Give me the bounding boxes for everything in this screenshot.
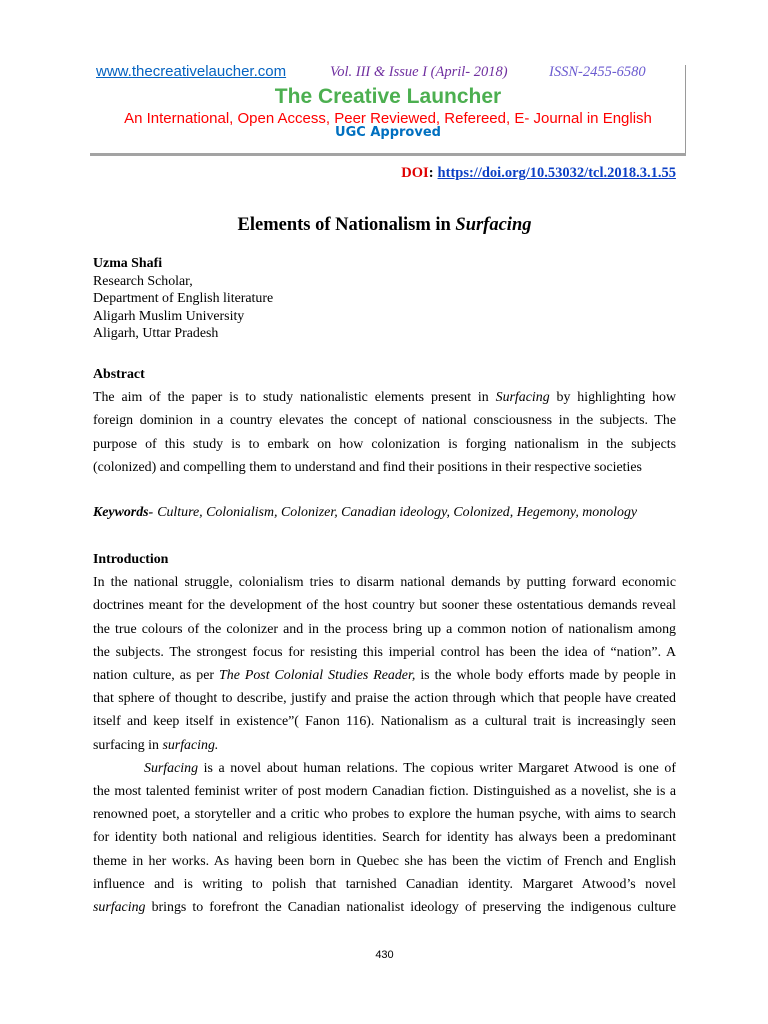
text-line: for identity both national and religious identities. Search for identity has always been a predominant — [93, 830, 676, 846]
keywords-text: Culture, Colonialism, Colonizer, Canadian ideology, Colonized, Hegemony, monology — [157, 505, 638, 520]
text-line: influence and is writing to polish that tarnished Canadian identity. Margaret Atwood’s novel — [93, 876, 676, 892]
abstract-section — [93, 363, 676, 479]
text-line: purpose of this study is to embark on how colonization is forging nationalism in the subjects — [93, 436, 676, 452]
author-name: Uzma Shafi — [93, 256, 163, 271]
text-line: The aim of the paper is to study nationalistic elements present in Surfacing by highlighting how — [93, 390, 676, 406]
volume-issue: Vol. III & Issue I (April- 2018) — [330, 64, 508, 80]
introduction-heading: Introduction — [93, 552, 169, 567]
ugc-approval-badge: UGC Approved — [335, 125, 441, 140]
affiliation-line: Aligarh Muslim University — [93, 308, 245, 324]
text-line: foreign dominion in a country elevates the concept of national consciousness in the subjects. The — [93, 413, 676, 429]
article-title-text: Elements of Nationalism in — [237, 215, 456, 235]
affiliation-line: Research Scholar, — [93, 273, 193, 289]
text-line: the most talented feminist writer of post modern Canadian fiction. Distinguished as a novelist, she is a — [93, 784, 676, 800]
abstract-heading: Abstract — [93, 367, 145, 382]
header-divider — [90, 153, 686, 156]
text-line: the true colours of the colonizer and in the process bring up a common notion of nationalism among — [93, 621, 676, 637]
text-line: itself and keep itself in existence”( Fanon 116). Nationalism as a cultural trait is increasingly seen — [93, 714, 676, 730]
text-line: nation culture, as per The Post Colonial Studies Reader, is the whole body efforts made by people in — [93, 668, 676, 684]
text-line: surfacing in surfacing. — [93, 737, 219, 753]
doi-label: DOI — [401, 165, 429, 181]
page-number: 430 — [375, 949, 394, 961]
introduction-paragraph — [93, 571, 676, 757]
introduction-section — [93, 548, 676, 919]
text-line: In the national struggle, colonialism tries to disarm national demands by putting forward economic — [93, 575, 676, 591]
doi-separator: : — [428, 165, 434, 181]
issn-number: ISSN-2455-6580 — [549, 64, 646, 80]
italic-text: The Post Colonial Studies Reader, — [219, 668, 416, 684]
text-line: that sphere of thought to describe, justify and praise the action through which that people have created — [93, 691, 676, 707]
doi-line — [93, 164, 676, 182]
italic-text: surfacing — [93, 900, 146, 916]
introduction-paragraph — [93, 757, 676, 919]
text-line: (colonized) and compelling them to understand and find their positions in their respective societies — [93, 459, 642, 475]
keywords-label: Keywords- — [93, 505, 154, 520]
italic-text: surfacing. — [162, 737, 219, 753]
italic-text: Surfacing — [495, 390, 550, 406]
header-vertical-rule — [685, 65, 686, 155]
abstract-paragraph — [93, 386, 676, 479]
text-line: Surfacing is a novel about human relations. The copious writer Margaret Atwood is one of — [144, 760, 676, 776]
journal-title: The Creative Launcher — [274, 85, 502, 108]
article-title — [93, 213, 676, 237]
doi-link[interactable]: https://doi.org/10.53032/tcl.2018.3.1.55 — [437, 165, 676, 181]
text-line: renowned poet, a storyteller and a critic who probes to explore the human psyche, with aims to search — [93, 807, 676, 823]
article-title-italic: Surfacing — [455, 215, 532, 235]
italic-text: Surfacing — [144, 760, 199, 776]
affiliation-line: Department of English literature — [93, 291, 274, 306]
text-line: doctrines meant for the development of the host country but sooner these ostentatious demands reveal — [93, 598, 676, 614]
running-header — [96, 63, 681, 81]
affiliation-line: Aligarh, Uttar Pradesh — [93, 326, 219, 341]
journal-subtitle: An International, Open Access, Peer Reviewed, Refereed, E- Journal in English — [124, 110, 652, 127]
keywords-line — [93, 501, 676, 524]
text-line: theme in her works. As having been born in Quebec she has been the victim of French and English — [93, 853, 676, 869]
author-block — [93, 255, 676, 343]
text-line: the subjects. The strongest focus for resisting this imperial control has been the idea of “nation”. A — [93, 644, 676, 660]
text-line: surfacing brings to forefront the Canadian nationalist ideology of preserving the indigenous culture — [93, 900, 676, 916]
website-link[interactable]: www.thecreativelaucher.com — [96, 63, 287, 80]
